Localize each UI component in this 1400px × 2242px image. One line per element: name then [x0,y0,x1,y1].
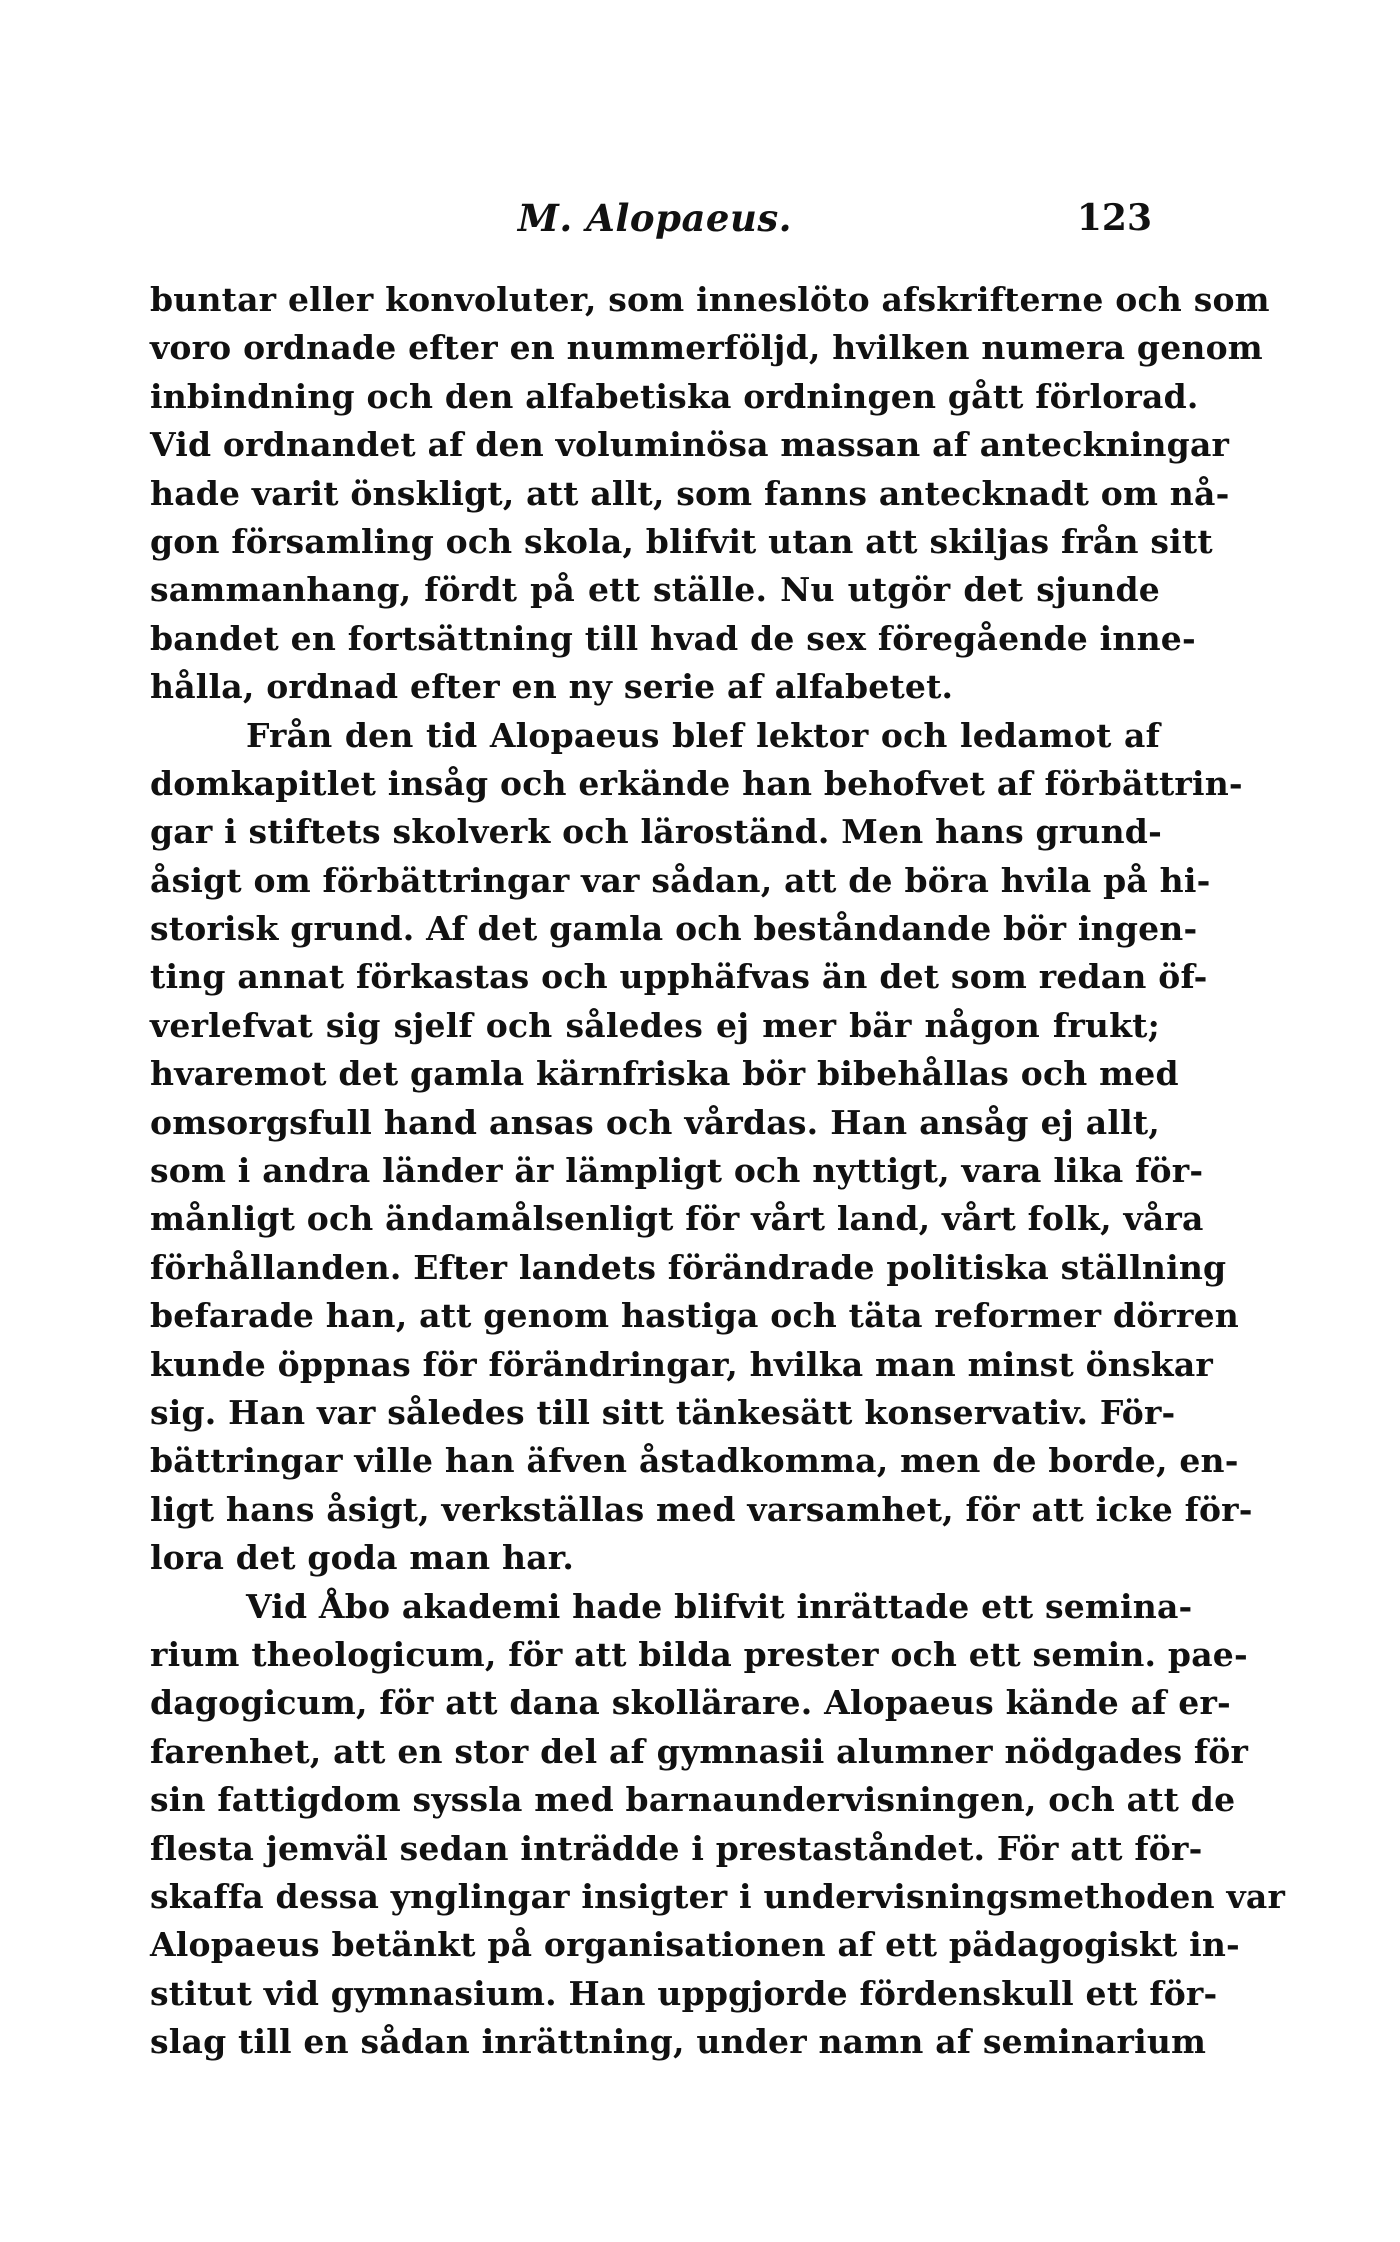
text-line: sig. Han var således till sitt tänkesätt konservativ. För- [150,1392,1176,1432]
text-line: ting annat förkastas och upphäfvas än det som redan öf- [150,957,1208,997]
text-line: Vid ordnandet af den voluminösa massan af anteckningar [150,425,1230,465]
text-line: hvaremot det gamla kärnfriska bör bibehållas och med [150,1054,1179,1094]
text-line: Vid Åbo akademi hade blifvit inrättade ett semina- [246,1586,1193,1626]
text-line: Från den tid Alopaeus blef lektor och ledamot af [246,715,1160,755]
text-line: rium theologicum, för att bilda prester och ett semin. pae- [150,1634,1248,1674]
text-line: åsigt om förbättringar var sådan, att de böra hvila på hi- [150,860,1211,900]
text-line: Alopaeus betänkt på organisationen af ett pädagogiskt in- [150,1925,1240,1965]
text-line: bandet en fortsättning till hvad de sex föregående inne- [150,618,1196,658]
text-line: sammanhang, fördt på ett ställe. Nu utgör det sjunde [150,570,1160,610]
text-line: gar i stiftets skolverk och läroständ. Men hans grund- [150,812,1162,852]
text-line: slag till en sådan inrättning, under namn af seminarium [150,2022,1207,2062]
text-line: stitut vid gymnasium. Han uppgjorde fördenskull ett för- [150,1973,1218,2013]
text-line: förhållanden. Efter landets förändrade politiska ställning [150,1247,1227,1287]
running-title: M. Alopaeus. [517,196,793,240]
text-line: skaffa dessa ynglingar insigter i undervisningsmethoden var [150,1876,1286,1916]
text-line: ligt hans åsigt, verkställas med varsamhet, för att icke för- [150,1489,1253,1529]
text-line: som i andra länder är lämpligt och nyttigt, vara lika för- [150,1151,1204,1191]
text-line: omsorgsfull hand ansas och vårdas. Han ansåg ej allt, [150,1102,1160,1142]
text-line: kunde öppnas för förändringar, hvilka man minst önskar [150,1344,1213,1384]
text-line: dagogicum, för att dana skollärare. Alopaeus kände af er- [150,1683,1231,1723]
text-line: farenhet, att en stor del af gymnasii alumner nödgades för [150,1731,1249,1771]
text-line: domkapitlet insåg och erkände han behofvet af förbättrin- [150,763,1243,803]
text-line: flesta jemväl sedan inträdde i prestaståndet. För att för- [150,1828,1203,1868]
text-line: lora det goda man har. [150,1538,575,1578]
text-line: sin fattigdom syssla med barnaundervisningen, och att de [150,1780,1236,1820]
running-head [150,188,1160,248]
text-line: hålla, ordnad efter en ny serie af alfabetet. [150,667,954,707]
text-line: hade varit önskligt, att allt, som fanns antecknadt om nå- [150,473,1230,513]
text-line: bättringar ville han äfven åstadkomma, men de borde, en- [150,1441,1239,1481]
text-line: verlefvat sig sjelf och således ej mer bär någon frukt; [150,1005,1160,1045]
text-line: gon församling och skola, blifvit utan att skiljas från sitt [150,521,1213,561]
text-line: buntar eller konvoluter, som inneslöto afskrifterne och som [150,280,1270,319]
text-line: inbindning och den alfabetiska ordningen gått förlorad. [150,376,1199,416]
text-line: månligt och ändamålsenligt för vårt land, vårt folk, våra [150,1199,1204,1239]
text-line: storisk grund. Af det gamla och beståndande bör ingen- [150,909,1198,949]
text-line: voro ordnade efter en nummerföljd, hvilken numera genom [150,328,1263,368]
body-text [150,276,1286,2066]
text-line: befarade han, att genom hastiga och täta reformer dörren [150,1296,1239,1336]
page-number: 123 [1076,197,1152,239]
